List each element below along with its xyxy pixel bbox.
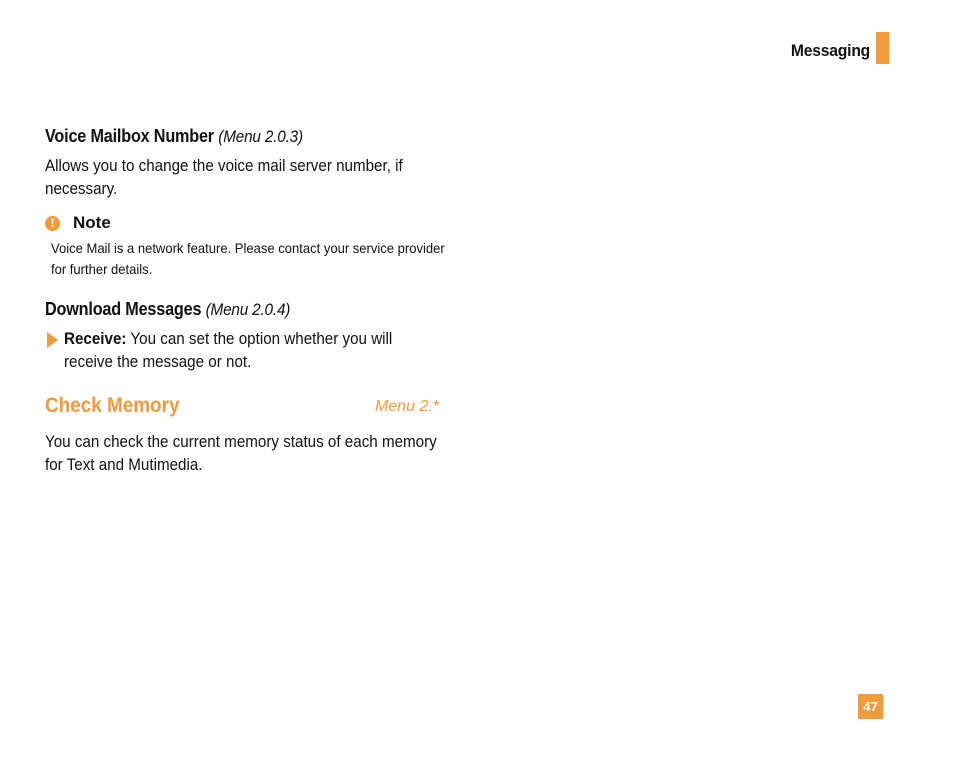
exclamation-icon: ! [45, 216, 60, 231]
note-label: Note [73, 213, 111, 232]
receive-bullet [64, 328, 432, 374]
page-header-title: Messaging [790, 41, 870, 60]
check-memory-title: Check Memory [45, 394, 180, 417]
download-messages-heading-text: Download Messages [45, 299, 202, 319]
voice-mailbox-description: Allows you to change the voice mail server number, if necessary. [45, 157, 403, 198]
note-text: Voice Mail is a network feature. Please contact your service provider for further details. [51, 240, 445, 277]
triangle-right-icon [47, 332, 58, 348]
receive-label: Receive: [64, 330, 127, 348]
download-messages-heading [45, 299, 405, 320]
voice-mailbox-menu-ref: (Menu 2.0.3) [218, 127, 303, 146]
note-heading [45, 213, 111, 233]
check-memory-menu-ref: Menu 2.* [374, 398, 439, 415]
header-accent-tab [876, 32, 889, 64]
voice-mailbox-heading-text: Voice Mailbox Number [45, 126, 214, 146]
page-number-badge: 47 [858, 694, 883, 719]
check-memory-description: You can check the current memory status of each memory for Text and Mutimedia. [45, 433, 437, 474]
receive-text: You can set the option whether you will receive the message or not. [64, 330, 393, 371]
voice-mailbox-heading [45, 126, 405, 147]
download-messages-menu-ref: (Menu 2.0.4) [205, 300, 291, 319]
